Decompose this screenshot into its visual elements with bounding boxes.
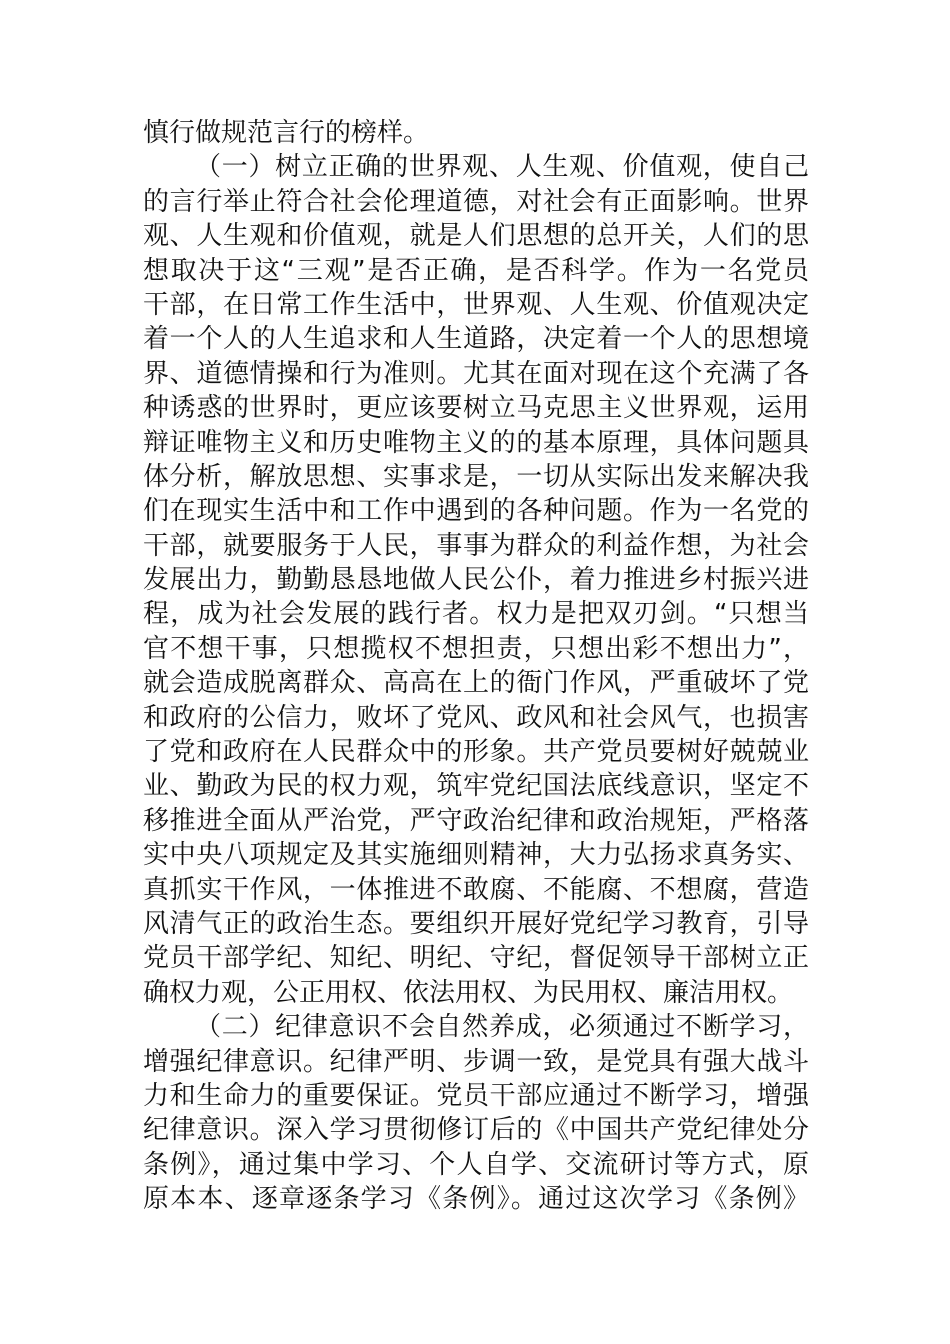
paragraph-line: 界、道德情操和行为准则。尤其在面对现在这个充满了各 bbox=[143, 358, 809, 389]
paragraph-1-heading-line: （一）树立正确的世界观、人生观、价值观，使自己 bbox=[195, 152, 809, 183]
paragraph-line: 实中央八项规定及其实施细则精神，大力弘扬求真务实、 bbox=[143, 840, 809, 871]
paragraph-line: 和政府的公信力，败坏了党风、政风和社会风气，也损害 bbox=[143, 702, 809, 733]
paragraph-line: 就会造成脱离群众、高高在上的衙门作风，严重破坏了党 bbox=[143, 668, 809, 699]
paragraph-line: 确权力观，公正用权、依法用权、为民用权、廉洁用权。 bbox=[143, 977, 794, 1008]
paragraph-line: 增强纪律意识。纪律严明、步调一致，是党具有强大战斗 bbox=[143, 1046, 809, 1077]
paragraph-2-heading-line: （二）纪律意识不会自然养成，必须通过不断学习， bbox=[195, 1012, 809, 1043]
paragraph-line: 们在现实生活中和工作中遇到的各种问题。作为一名党的 bbox=[143, 496, 809, 527]
paragraph-line: 党员干部学纪、知纪、明纪、守纪，督促领导干部树立正 bbox=[143, 943, 809, 974]
paragraph-line: 纪律意识。深入学习贯彻修订后的《中国共产党纪律处分 bbox=[143, 1115, 809, 1146]
paragraph-line: 官不想干事，只想揽权不想担责，只想出彩不想出力”， bbox=[143, 633, 809, 664]
paragraph-line: 条例》，通过集中学习、个人自学、交流研讨等方式，原 bbox=[143, 1149, 809, 1180]
body-text bbox=[143, 116, 809, 1217]
paragraph-line: 业、勤政为民的权力观，筑牢党纪国法底线意识，坚定不 bbox=[143, 771, 809, 802]
paragraph-line: 的言行举止符合社会伦理道德，对社会有正面影响。世界 bbox=[143, 186, 809, 217]
paragraph-line: 风清气正的政治生态。要组织开展好党纪学习教育，引导 bbox=[143, 908, 809, 939]
paragraph-line: 观、人生观和价值观，就是人们思想的总开关，人们的思 bbox=[143, 221, 809, 252]
paragraph-line: 干部，在日常工作生活中，世界观、人生观、价值观决定 bbox=[143, 289, 809, 320]
paragraph-line: 原本本、逐章逐条学习《条例》。通过这次学习《条例》 bbox=[143, 1184, 809, 1215]
paragraph-line: 体分析，解放思想、实事求是，一切从实际出发来解决我 bbox=[143, 461, 809, 492]
paragraph-line: 程，成为社会发展的践行者。权力是把双刃剑。“只想当 bbox=[143, 599, 809, 630]
paragraph-line: 移推进全面从严治党，严守政治纪律和政治规矩，严格落 bbox=[143, 805, 809, 836]
paragraph-line: 慎行做规范言行的榜样。 bbox=[143, 118, 430, 148]
paragraph-line: 真抓实干作风，一体推进不敢腐、不能腐、不想腐，营造 bbox=[143, 874, 809, 905]
paragraph-line: 种诱惑的世界时，更应该要树立马克思主义世界观，运用 bbox=[143, 393, 809, 424]
paragraph-line: 发展出力，勤勤恳恳地做人民公仆，着力推进乡村振兴进 bbox=[143, 565, 809, 596]
paragraph-line: 力和生命力的重要保证。党员干部应通过不断学习，增强 bbox=[143, 1080, 809, 1111]
paragraph-line: 了党和政府在人民群众中的形象。共产党员要树好兢兢业 bbox=[143, 737, 809, 768]
paragraph-line: 干部，就要服务于人民，事事为群众的利益作想，为社会 bbox=[143, 530, 809, 561]
paragraph-line: 辩证唯物主义和历史唯物主义的的基本原理，具体问题具 bbox=[143, 427, 809, 458]
paragraph-line: 着一个人的人生追求和人生道路，决定着一个人的思想境 bbox=[143, 324, 809, 355]
paragraph-line: 想取决于这“三观”是否正确，是否科学。作为一名党员 bbox=[143, 255, 809, 286]
